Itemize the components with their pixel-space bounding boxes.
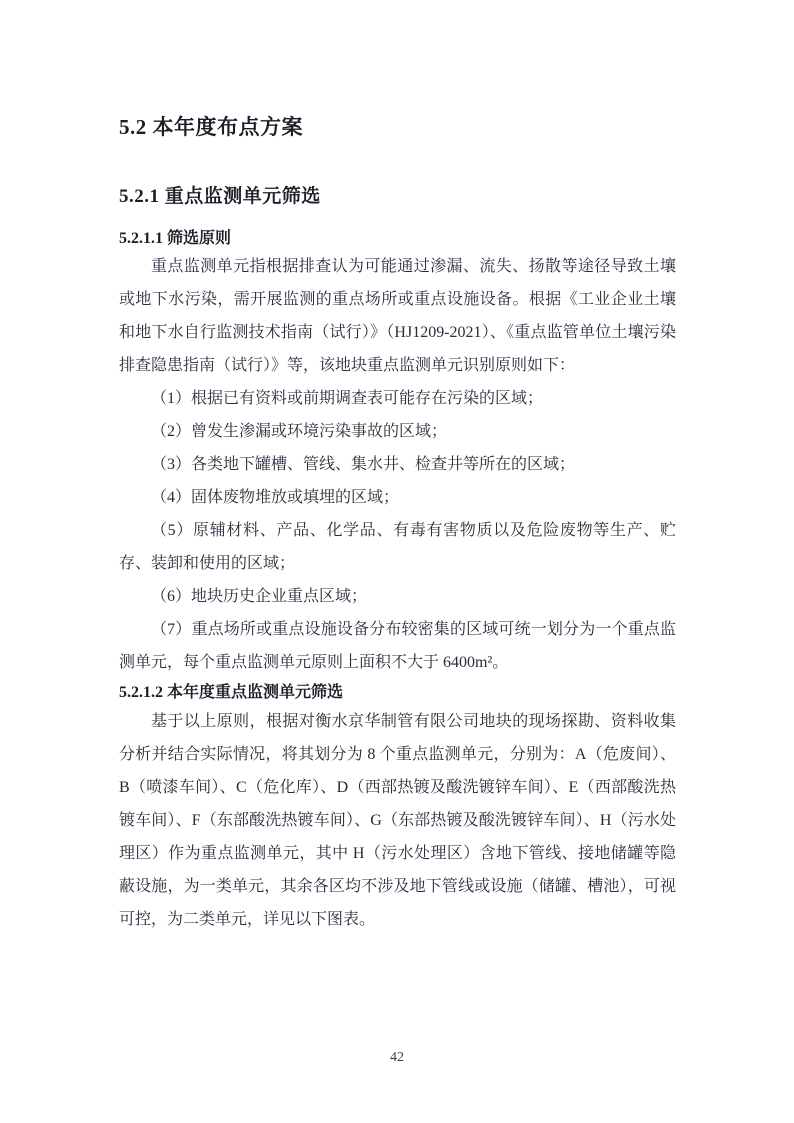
principles-intro-paragraph: 重点监测单元指根据排查认为可能通过渗漏、流失、扬散等途径导致土壤或地下水污染，需开展监测的重点场所或重点设施设备。根据《工业企业土壤和地下水自行监测技术指南（试行）》（HJ1209-2021）、《重点监管单位土壤污染排查隐患指南（试行）》等，该地块重点监测单元识别原则如下：	[119, 258, 676, 374]
principle-item-7: （7）重点场所或重点设施设备分布较密集的区域可统一划分为一个重点监测单元，每个重点监测单元原则上面积不大于 6400m²。	[119, 621, 676, 671]
subsection-heading: 5.2.1 重点监测单元筛选	[119, 186, 321, 207]
principle-item-5: （5）原辅材料、产品、化学品、有毒有害物质以及危险废物等生产、贮存、装卸和使用的区域；	[119, 522, 676, 572]
principles-list	[119, 382, 676, 679]
selection-paragraph: 基于以上原则，根据对衡水京华制管有限公司地块的现场探勘、资料收集分析并结合实际情况，将其划分为 8 个重点监测单元，分别为：A（危废间）、B（喷漆车间）、C（危化库）、D（西部热镀及酸洗镀锌车间）、E（西部酸洗热镀车间）、F（东部酸洗热镀车间）、G（东部热镀及酸洗镀锌车间）、H（污水处理区）作为重点监测单元，其中 H（污水处理区）含地下管线、接地储罐等隐蔽设施，为一类单元，其余各区均不涉及地下管线或设施（储罐、槽池），可视可控，为二类单元，详见以下图表。	[119, 713, 676, 928]
principle-item-2: （2）曾发生渗漏或环境污染事故的区域；	[151, 423, 448, 440]
selection-heading: 5.2.1.2 本年度重点监测单元筛选	[119, 684, 344, 701]
document-content	[119, 112, 676, 936]
principle-item-3: （3）各类地下罐槽、管线、集水井、检查井等所在的区域；	[151, 456, 576, 473]
principles-heading: 5.2.1.1 筛选原则	[119, 230, 232, 247]
principle-item-1: （1）根据已有资料或前期调查表可能存在污染的区域；	[151, 390, 544, 407]
page-number: 42	[390, 1050, 404, 1065]
principle-item-6: （6）地块历史企业重点区域；	[151, 588, 368, 605]
principle-item-4: （4）固体废物堆放或填埋的区域；	[151, 489, 400, 506]
section-heading: 5.2 本年度布点方案	[119, 115, 303, 139]
